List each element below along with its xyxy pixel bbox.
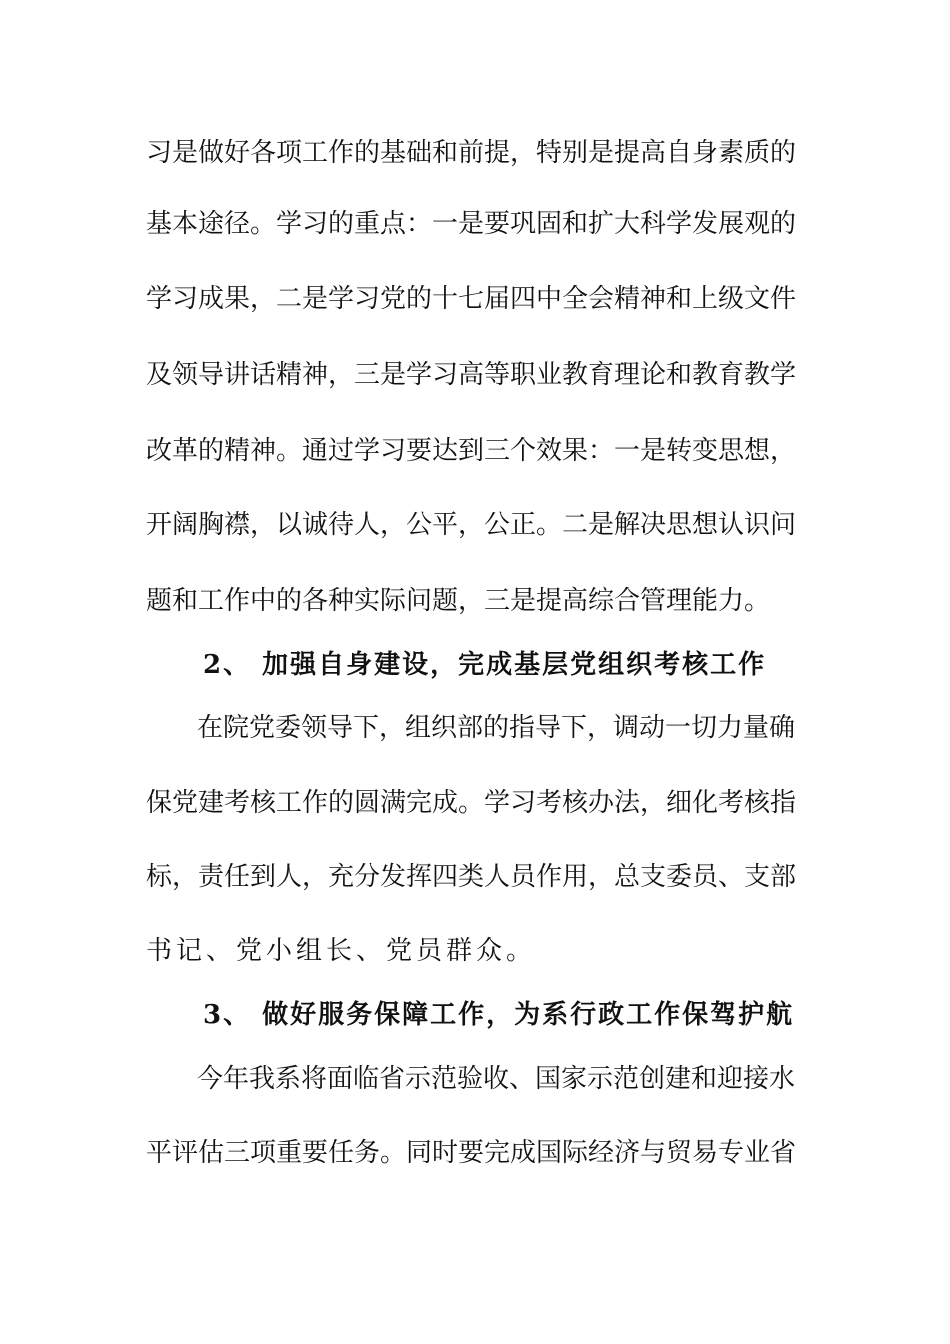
paragraph-1-line-1: 习是做好各项工作的基础和前提，特别是提高自身素质的 xyxy=(146,138,797,168)
paragraph-1-line-5: 改革的精神。通过学习要达到三个效果：一是转变思想， xyxy=(146,436,797,466)
section-heading-3: 3、 做好服务保障工作，为系行政工作保驾护航 xyxy=(203,1000,795,1030)
paragraph-1-line-7: 题和工作中的各种实际问题，三是提高综合管理能力。 xyxy=(146,586,771,616)
paragraph-1-line-2: 基本途径。学习的重点：一是要巩固和扩大科学发展观的 xyxy=(146,209,797,239)
paragraph-3-line-1: 今年我系将面临省示范验收、国家示范创建和迎接水 xyxy=(197,1064,796,1094)
section-heading-2: 2、 加强自身建设，完成基层党组织考核工作 xyxy=(203,650,767,680)
paragraph-2-line-2: 保党建考核工作的圆满完成。学习考核办法，细化考核指 xyxy=(146,788,797,818)
paragraph-2-line-3: 标，责任到人，充分发挥四类人员作用，总支委员、支部 xyxy=(146,862,797,892)
paragraph-1-line-6: 开阔胸襟，以诚待人，公平，公正。二是解决思想认识问 xyxy=(146,510,797,540)
paragraph-1-line-3: 学习成果，二是学习党的十七届四中全会精神和上级文件 xyxy=(146,284,797,314)
paragraph-3-line-2: 平评估三项重要任务。同时要完成国际经济与贸易专业省 xyxy=(146,1138,797,1168)
paragraph-2-line-1: 在院党委领导下，组织部的指导下，调动一切力量确 xyxy=(197,713,796,743)
paragraph-2-line-4: 书记、党小组长、党员群众。 xyxy=(146,936,537,966)
paragraph-1-line-4: 及领导讲话精神，三是学习高等职业教育理论和教育教学 xyxy=(146,360,797,390)
